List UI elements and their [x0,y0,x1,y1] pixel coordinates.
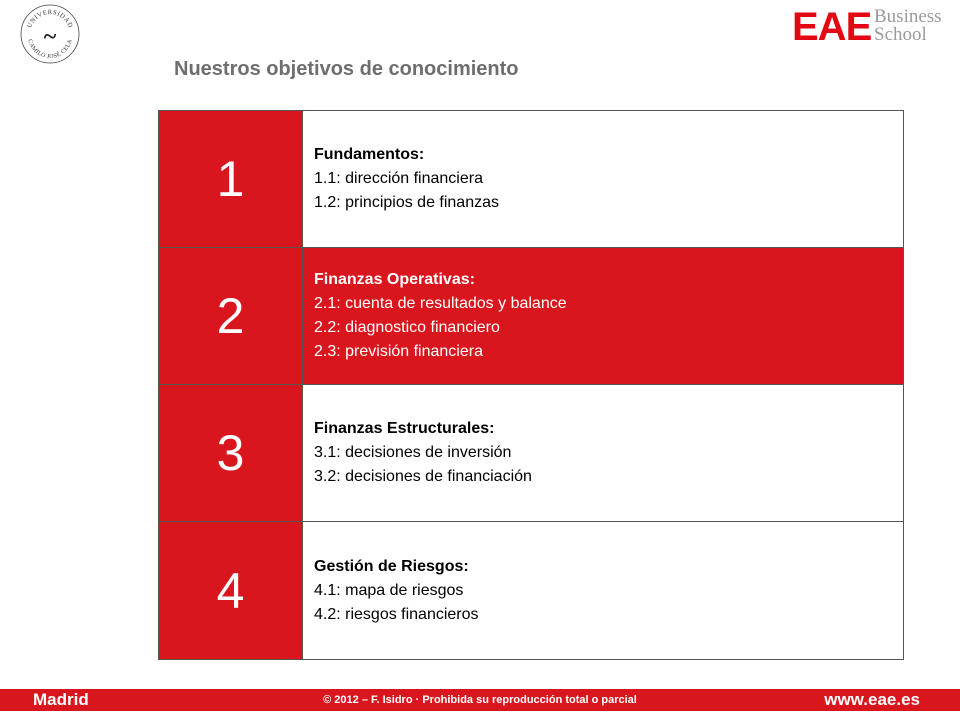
eae-logo-mark: EAE [792,5,872,49]
footer-city: Madrid [33,690,89,709]
objective-row-4 [159,522,903,659]
objective-heading-2: Finanzas Operativas: [314,271,475,288]
objective-row-3 [159,385,903,522]
university-seal-logo [18,2,82,66]
objective-heading-3: Finanzas Estructurales: [314,420,495,437]
objective-description-3 [303,385,903,521]
objective-description-1 [303,111,903,247]
eae-business-school-logo [792,5,942,49]
objective-item: 3.1: decisiones de inversión [314,444,512,461]
seal-bottom-text: CAMILO JOSÉ CELA [26,38,74,61]
objective-item: 4.1: mapa de riesgos [314,581,464,599]
objective-description-2 [303,248,903,384]
objective-description-4 [303,522,903,659]
objective-item: 1.1: dirección financiera [314,170,483,187]
footer-copyright: © 2012 – F. Isidro · Prohibida su reproducción total o parcial [323,694,637,706]
objective-number-1: 1 [159,111,303,247]
objective-heading-4: Gestión de Riesgos: [314,557,469,575]
objective-row-2 [159,248,903,385]
objective-heading-1: Fundamentos: [314,146,425,163]
objectives-table [158,110,904,660]
seal-symbol: ~ [43,24,57,50]
eae-logo-words [874,8,942,44]
objective-row-1 [159,111,903,248]
objective-number-4: 4 [159,522,303,659]
objective-item: 2.1: cuenta de resultados y balance [314,295,567,312]
objective-item: 2.3: previsión financiera [314,343,483,360]
eae-logo-line2: School [874,24,927,45]
seal-top-text: UNIVERSIDAD [26,8,74,30]
eae-logo-line1: Business [874,6,942,27]
objective-number-3: 3 [159,385,303,521]
objective-item: 2.2: diagnostico financiero [314,319,500,336]
objective-item: 1.2: principios de finanzas [314,194,499,211]
objective-number-2: 2 [159,248,303,384]
objective-item: 4.2: riesgos financieros [314,605,479,623]
objective-item: 3.2: decisiones de financiación [314,468,532,485]
footer-website-link[interactable]: www.eae.es [824,690,920,709]
footer-bar [0,689,960,711]
page-title: Nuestros objetivos de conocimiento [174,58,519,80]
